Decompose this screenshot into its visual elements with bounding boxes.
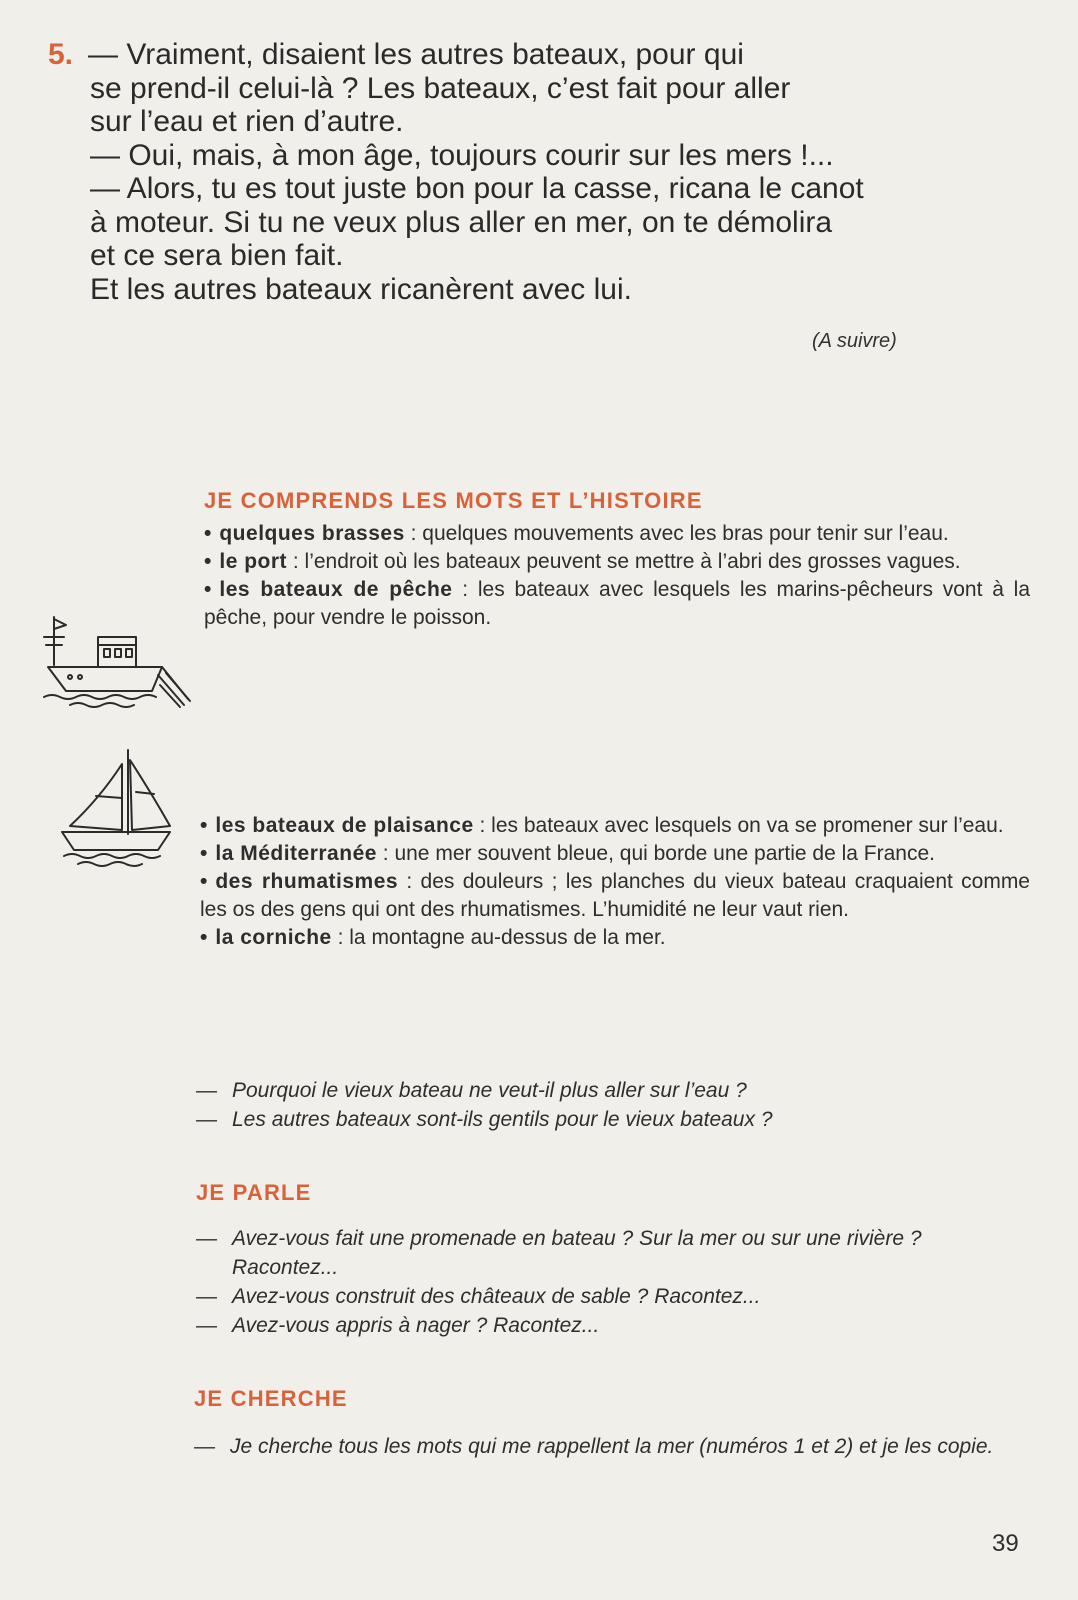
definition-item: • le port : l’endroit où les bateaux peuvent se mettre à l’abri des grosses vagues. <box>204 550 961 573</box>
heading-cherche: JE CHERCHE <box>194 1386 348 1411</box>
story-text <box>48 38 1008 306</box>
comprehension-questions <box>196 1076 1026 1134</box>
definition-item: • les bateaux de pêche : les bateaux avec lesquels les marins-pêcheurs vont à la pêche, pour vendre le poisson. <box>204 578 1030 629</box>
definition-term: des rhumatismes <box>215 870 399 893</box>
question-item: — Avez-vous construit des châteaux de sable ? Racontez... <box>196 1285 761 1308</box>
definitions-bottom <box>200 812 1030 952</box>
section-number: 5. <box>48 38 74 71</box>
question-item: — Les autres bateaux sont-ils gentils pour le vieux bateaux ? <box>196 1108 773 1131</box>
heading-parle: JE PARLE <box>196 1180 312 1205</box>
definition-item: • la corniche : la montagne au-dessus de la mer. <box>200 926 666 949</box>
definition-text: : les bateaux avec lesquels les marins-pêcheurs vont à la pêche, pour vendre le poisson. <box>204 578 1030 629</box>
story-line: et ce sera bien fait. <box>90 239 344 272</box>
definition-item: • des rhumatismes : des douleurs ; les planches du vieux bateau craquaient comme les os des gens qui ont des rhumatismes. L’humidité ne leur vaut rien. <box>200 870 1030 921</box>
definition-term: quelques brasses <box>219 522 405 545</box>
page-number: 39 <box>992 1530 1019 1557</box>
definition-term: la corniche <box>215 926 332 949</box>
definition-text: : l’endroit où les bateaux peuvent se mettre à l’abri des grosses vagues. <box>292 550 961 573</box>
story-line: à moteur. Si tu ne veux plus aller en mer, on te démolira <box>90 205 833 239</box>
question-item: — Avez-vous fait une promenade en bateau ? Sur la mer ou sur une rivière ? Racontez... <box>196 1227 922 1279</box>
definition-text: : la montagne au-dessus de la mer. <box>337 926 666 949</box>
speaking-questions <box>196 1224 1026 1340</box>
story-line: Et les autres bateaux ricanèrent avec lui. <box>90 272 632 306</box>
story-line: se prend-il celui-là ? Les bateaux, c’est fait pour aller <box>90 71 791 105</box>
definition-term: les bateaux de pêche <box>219 578 453 601</box>
definition-term: le port <box>219 550 288 573</box>
question-item: — Pourquoi le vieux bateau ne veut-il plus aller sur l’eau ? <box>196 1079 747 1102</box>
question-item: — Je cherche tous les mots qui me rappellent la mer (numéros 1 et 2) et je les copie. <box>194 1435 994 1458</box>
definition-text: : les bateaux avec lesquels on va se promener sur l’eau. <box>479 814 1004 837</box>
definition-text: : des douleurs ; les planches du vieux bateau craquaient comme les os des gens qui ont des rhumatismes. L’humidité ne leur vaut rien. <box>200 870 1030 921</box>
definitions-top <box>204 520 1030 632</box>
definition-text: : quelques mouvements avec les bras pour tenir sur l’eau. <box>410 522 949 545</box>
story-line: — Vraiment, disaient les autres bateaux, pour qui <box>88 38 744 71</box>
sailboat-icon <box>60 748 180 873</box>
definition-text: : une mer souvent bleue, qui borde une partie de la France. <box>382 842 935 865</box>
definition-item: • quelques brasses : quelques mouvements avec les bras pour tenir sur l’eau. <box>204 522 949 545</box>
definition-item: • les bateaux de plaisance : les bateaux avec lesquels on va se promener sur l’eau. <box>200 814 1004 837</box>
to-be-continued: (A suivre) <box>812 330 897 352</box>
fishing-boat-icon <box>40 615 200 715</box>
question-item: — Avez-vous appris à nager ? Racontez... <box>196 1314 600 1337</box>
definition-term: les bateaux de plaisance <box>215 814 474 837</box>
search-questions <box>194 1432 1026 1461</box>
story-line: sur l’eau et rien d’autre. <box>90 105 404 138</box>
heading-comprends: JE COMPRENDS LES MOTS ET L’HISTOIRE <box>204 488 703 513</box>
definition-item: • la Méditerranée : une mer souvent bleue, qui borde une partie de la France. <box>200 842 935 865</box>
definition-term: la Méditerranée <box>215 842 377 865</box>
story-line: — Alors, tu es tout juste bon pour la casse, ricana le canot <box>90 172 864 205</box>
story-line: — Oui, mais, à mon âge, toujours courir sur les mers !... <box>90 138 834 172</box>
